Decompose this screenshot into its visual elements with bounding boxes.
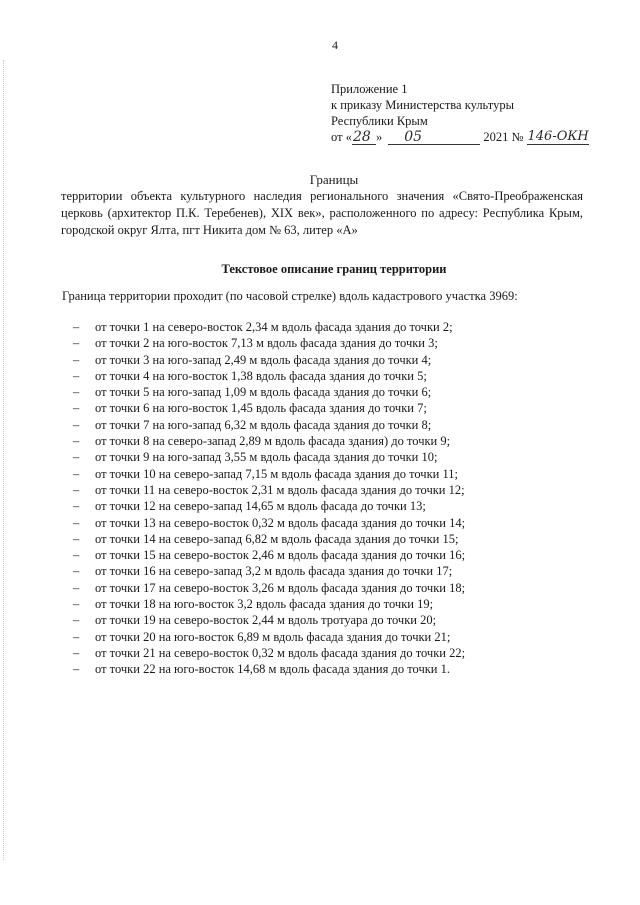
- list-dash: –: [73, 320, 80, 334]
- list-item: [73, 661, 465, 677]
- list-item: [73, 629, 465, 645]
- list-item: [73, 368, 465, 384]
- list-item: [73, 449, 465, 465]
- list-item: [73, 612, 465, 628]
- list-item-text: от точки 12 на северо-запад 14,65 м вдоль фасада до точки 13;: [95, 499, 426, 514]
- list-item-text: от точки 18 на юго-восток 3,2 вдоль фасада здания до точки 19;: [95, 597, 434, 612]
- list-item: [73, 563, 465, 579]
- list-item: [73, 384, 465, 400]
- list-dash: –: [73, 417, 80, 432]
- appendix-line-3: Республики Крым: [331, 114, 428, 128]
- list-item: [73, 531, 465, 547]
- list-item-text: от точки 3 на юго-запад 2,49 м вдоль фасада здания до точки 4;: [95, 352, 432, 367]
- appendix-date-line: [331, 129, 621, 145]
- list-item-text: от точки 2 на юго-восток 7,13 м вдоль фасада здания до точки 3;: [95, 336, 438, 351]
- list-item-text: от точки 4 на юго-восток 1,38 вдоль фасада здания до точки 5;: [95, 368, 427, 383]
- list-item-text: от точки 14 на северо-запад 6,82 м вдоль фасада здания до точки 15;: [95, 531, 459, 546]
- order-number-field: [527, 130, 589, 145]
- list-dash: –: [73, 368, 80, 383]
- document-subtitle: территории объекта культурного наследия регионального значения «Свято-Преображенская церковь (архитектор П.К. Теребенев), XIX век», расположенного по адресу: Республика Крым, городской округ Ялта, пгт Никита дом № 63, литер «А»: [61, 189, 583, 237]
- list-item-text: от точки 19 на северо-восток 2,44 м вдоль тротуара до точки 20;: [95, 613, 437, 628]
- list-item: [73, 466, 465, 482]
- list-item-text: от точки 17 на северо-восток 3,26 м вдоль фасада здания до точки 18;: [95, 580, 466, 595]
- list-item: [73, 645, 465, 661]
- list-dash: –: [73, 482, 80, 497]
- document-title: Границы: [309, 172, 359, 187]
- date-day-field: [352, 130, 376, 145]
- list-item: [73, 335, 465, 351]
- list-dash: –: [73, 466, 80, 481]
- list-item-text: от точки 22 на юго-восток 14,68 м вдоль фасада здания до точки 1.: [95, 662, 450, 677]
- list-item: [73, 400, 465, 416]
- list-dash: –: [73, 531, 80, 546]
- list-item-text: от точки 8 на северо-запад 2,89 м вдоль фасада здания) до точки 9;: [95, 434, 451, 449]
- list-item-text: от точки 11 на северо-восток 2,31 м вдоль фасада здания до точки 12;: [95, 482, 465, 497]
- list-item: [73, 319, 465, 335]
- list-item-text: от точки 10 на северо-запад 7,15 м вдоль фасада здания до точки 11;: [95, 466, 458, 481]
- list-item-text: от точки 5 на юго-запад 1,09 м вдоль фасада здания до точки 6;: [95, 385, 432, 400]
- list-dash: –: [73, 352, 80, 367]
- list-dash: –: [73, 597, 80, 612]
- list-item: [73, 580, 465, 596]
- list-dash: –: [73, 645, 80, 660]
- date-month-handwritten: 05: [404, 129, 423, 145]
- list-dash: –: [73, 499, 80, 514]
- date-day-handwritten: 28: [352, 129, 371, 145]
- list-dash: –: [73, 385, 80, 400]
- list-dash: –: [73, 434, 80, 449]
- date-prefix: от «: [331, 130, 352, 144]
- intro-paragraph: Граница территории проходит (по часовой стрелке) вдоль кадастрового участка 3969:: [62, 289, 518, 303]
- list-dash: –: [73, 336, 80, 351]
- section-heading: Текстовое описание границ территории: [221, 262, 447, 276]
- list-dash: –: [73, 580, 80, 595]
- list-item: [73, 547, 465, 563]
- appendix-line-2: к приказу Министерства культуры: [331, 98, 514, 112]
- list-item: [73, 515, 465, 531]
- list-item: [73, 417, 465, 433]
- list-item-text: от точки 7 на юго-запад 6,32 м вдоль фасада здания до точки 8;: [95, 417, 432, 432]
- date-separator: »: [375, 130, 383, 144]
- list-dash: –: [73, 548, 80, 563]
- list-dash: –: [73, 613, 80, 628]
- appendix-line-1: Приложение 1: [331, 82, 408, 96]
- list-item-text: от точки 6 на юго-восток 1,45 вдоль фасада здания до точки 7;: [95, 401, 427, 416]
- list-dash: –: [73, 662, 80, 677]
- list-item: [73, 352, 465, 368]
- list-item-text: от точки 21 на северо-восток 0,32 м вдоль фасада здания до точки 22;: [95, 645, 466, 660]
- boundary-list: [73, 319, 465, 678]
- list-dash: –: [73, 629, 80, 644]
- list-dash: –: [73, 401, 80, 416]
- list-item: [73, 596, 465, 612]
- list-dash: –: [73, 450, 80, 465]
- list-item-text: от точки 15 на северо-восток 2,46 м вдоль фасада здания до точки 16;: [95, 548, 466, 563]
- list-item-text: от точки 9 на юго-запад 3,55 м вдоль фасада здания до точки 10;: [95, 450, 438, 465]
- list-item: [73, 498, 465, 514]
- list-dash: –: [73, 564, 80, 579]
- appendix-block: [331, 81, 621, 145]
- list-item-text: от точки 16 на северо-запад 3,2 м вдоль фасада здания до точки 17;: [95, 564, 453, 579]
- list-item-text: от точки 20 на юго-восток 6,89 м вдоль фасада здания до точки 21;: [95, 629, 451, 644]
- order-number-handwritten: 146-ОКН: [527, 129, 589, 144]
- date-year-number-label: 2021 №: [483, 130, 524, 144]
- date-month-field: [388, 130, 480, 145]
- list-item-text: от точки 1 на северо-восток 2,34 м вдоль фасада здания до точки 2;: [95, 320, 453, 334]
- list-item: [73, 433, 465, 449]
- list-item: [73, 482, 465, 498]
- list-dash: –: [73, 515, 80, 530]
- page-number: 4: [332, 38, 338, 52]
- list-item-text: от точки 13 на северо-восток 0,32 м вдоль фасада здания до точки 14;: [95, 515, 466, 530]
